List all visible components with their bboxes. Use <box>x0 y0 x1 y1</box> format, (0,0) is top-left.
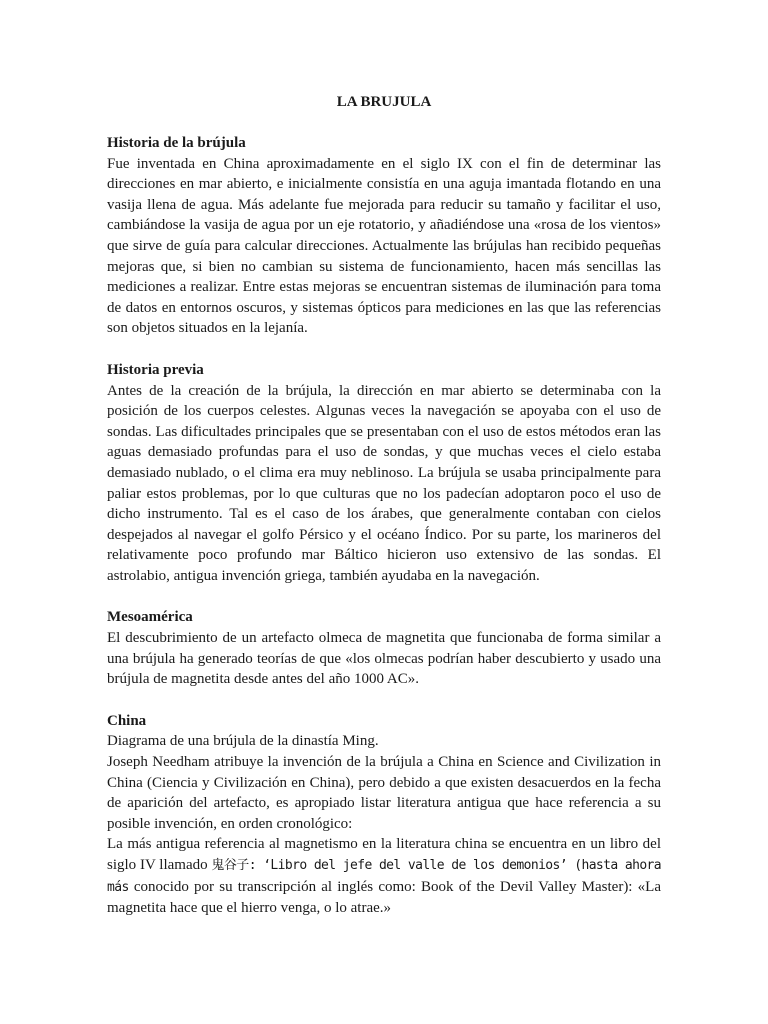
section-historia-brujula <box>107 133 661 339</box>
document-title: LA BRUJULA <box>336 94 432 110</box>
paragraph: Diagrama de una brújula de la dinastía Ming. <box>107 733 379 750</box>
section-heading: China <box>107 712 147 729</box>
section-heading: Historia previa <box>107 361 204 378</box>
section-heading: Mesoamérica <box>107 609 193 626</box>
paragraph: Joseph Needham atribuye la invención de la brújula a China en Science and Civilization in China (Ciencia y Civilización en China), pero debido a que existen desacuerdos en la fecha de aparición del artefacto, es apropiado listar literatura antigua que hace referencia a su posible invención, en orden cronológico: <box>107 754 661 832</box>
paragraph <box>107 834 661 918</box>
chinese-title-text: 鬼谷子: ‘Libro del jefe del valle de los demonios’ (hasta ahora más <box>107 858 661 895</box>
paragraph-text: conocido por su transcripción al inglés como: Book of the Devil Valley Master): «La magnetita hace que el hierro venga, o lo atrae.» <box>107 878 661 917</box>
section-mesoamerica <box>107 607 661 689</box>
section-heading: Historia de la brújula <box>107 135 246 151</box>
paragraph: Antes de la creación de la brújula, la dirección en mar abierto se determinaba con la posición de los cuerpos celestes. Algunas veces la navegación se apoyaba con el uso de sondas. Las dificultades principales que se presentaban con el uso de estos métodos eran las aguas demasiado profundas para el uso de sondas, y que muchas veces el cielo estaba demasiado nublado, o el clima era muy neblinoso. La brújula se usaba principalmente para paliar estos problemas, por lo que culturas que no los padecían adoptaron poco el uso de dicho instrumento. Tal es el caso de los árabes, que generalmente contaban con cielos despejados al navegar el golfo Pérsico y el océano Índico. Por su parte, los marineros del relativamente poco profundo mar Báltico hicieron uso extensivo de las sondas. El astrolabio, antigua invención griega, también ayudaba en la navegación. <box>107 382 661 584</box>
paragraph: Fue inventada en China aproximadamente en el siglo IX con el fin de determinar las direcciones en mar abierto, e inicialmente consistía en una aguja imantada flotando en una vasija llena de agua. Más adelante fue mejorada para reducir su tamaño y facilitar el uso, cambiándose la vasija de agua por un eje rotatorio, y añadiéndose una «rosa de los vientos» que sirve de guía para calcular direcciones. Actualmente las brújulas han recibido pequeñas mejoras que, si bien no cambian su sistema de funcionamiento, hacen más sencillas las mediciones a realizar. Entre estas mejoras se encuentran sistemas de iluminación para toma de datos en entornos oscuros, y sistemas ópticos para mediciones en las que las referencias son objetos situados en la lejanía. <box>107 155 661 337</box>
section-china <box>107 711 661 919</box>
paragraph-text: La más antigua referencia al magnetismo en la literatura china se encuentra en un libro del siglo IV llamado <box>107 836 661 873</box>
section-historia-previa <box>107 360 661 587</box>
paragraph: El descubrimiento de un artefacto olmeca de magnetita que funcionaba de forma similar a una brújula ha generado teorías de que «los olmecas podrían haber descubierto y usado una brújula de magnetita desde antes del año 1000 AC». <box>107 630 661 688</box>
document-page <box>107 92 661 940</box>
